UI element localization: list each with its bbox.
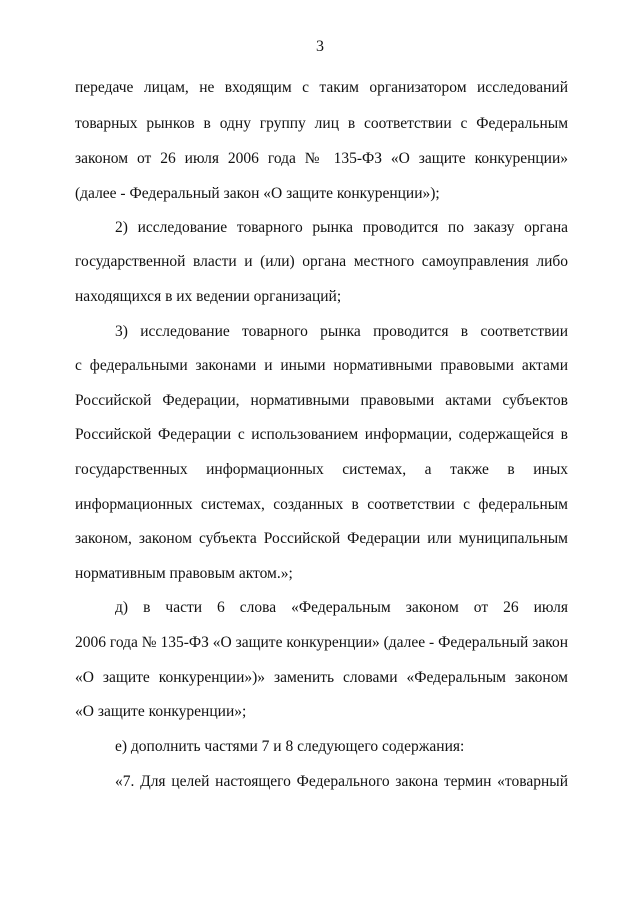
text-line: «О защите конкуренции»; xyxy=(75,703,247,720)
text-line: законом, законом субъекта Российской Федерации или муниципальным xyxy=(75,530,568,547)
text-line: 2) исследование товарного рынка проводится по заказу органа xyxy=(115,219,568,236)
text-line: д) в части 6 слова «Федеральным законом от 26 июля xyxy=(115,599,568,616)
text-line: (далее - Федеральный закон «О защите конкуренции»); xyxy=(75,185,440,202)
text-line: Российской Федерации, нормативными правовыми актами субъектов xyxy=(75,392,568,409)
text-line: Российской Федерации с использованием информации, содержащейся в xyxy=(75,426,568,443)
text-line: нормативным правовым актом.»; xyxy=(75,565,293,582)
text-line: государственных информационных системах, а также в иных xyxy=(75,461,568,478)
text-line: 3) исследование товарного рынка проводится в соответствии xyxy=(115,323,568,340)
text-line: законом от 26 июля 2006 года № 135-ФЗ «О защите конкуренции» xyxy=(75,150,568,167)
text-line: государственной власти и (или) органа местного самоуправления либо xyxy=(75,253,568,270)
text-line: «О защите конкуренции»)» заменить словами «Федеральным законом xyxy=(75,669,568,686)
text-line: «7. Для целей настоящего Федерального закона термин «товарный xyxy=(115,773,568,790)
text-line: информационных системах, созданных в соответствии с федеральным xyxy=(75,496,568,513)
text-line: 2006 года № 135-ФЗ «О защите конкуренции» (далее - Федеральный закон xyxy=(75,634,569,651)
text-line: находящихся в их ведении организаций; xyxy=(75,288,342,305)
text-line: с федеральными законами и иными нормативными правовыми актами xyxy=(75,357,568,374)
text-line: товарных рынков в одну группу лиц в соответствии с Федеральным xyxy=(75,115,568,132)
page-number: 3 xyxy=(316,38,324,55)
text-line: передаче лицам, не входящим с таким организатором исследований xyxy=(75,79,568,96)
text-line: е) дополнить частями 7 и 8 следующего содержания: xyxy=(115,738,465,755)
